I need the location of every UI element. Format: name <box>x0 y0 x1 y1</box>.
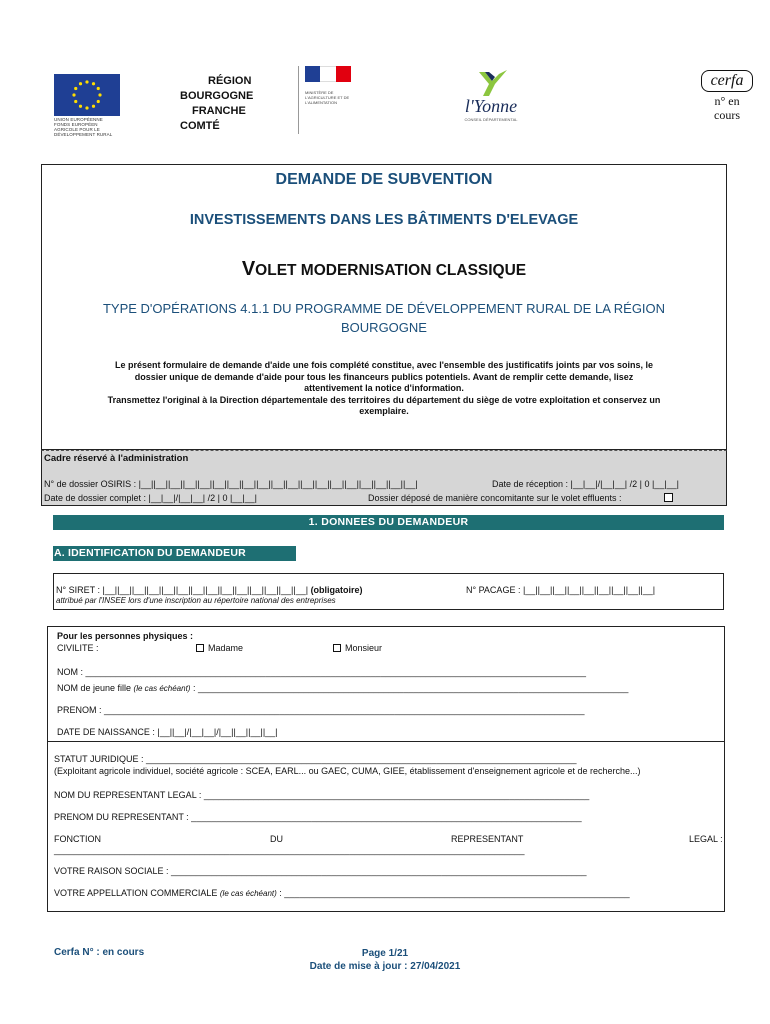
nom-field[interactable]: NOM : ____________________________________________________________________________________________________ <box>57 667 587 677</box>
monsieur-label: Monsieur <box>345 643 383 653</box>
region-line-3: FRANCHE <box>192 105 246 117</box>
civilite-label: CIVILITE : <box>57 643 99 653</box>
statut-field[interactable]: STATUT JURIDIQUE : ______________________________________________________________________________________ <box>54 754 577 764</box>
siret-obligatoire: (obligatoire) <box>310 585 363 595</box>
operation-type-line2: BOURGOGNE <box>341 320 427 335</box>
volet-rest: OLET MODERNISATION CLASSIQUE <box>255 262 527 279</box>
eu-star <box>74 100 77 103</box>
operation-type <box>41 299 727 337</box>
nom-jeune-fille-field[interactable] <box>57 683 628 693</box>
nom-jf-label: NOM de jeune fille <box>57 683 134 693</box>
volet-initial: V <box>241 258 256 280</box>
eu-star <box>92 105 95 108</box>
appellation-label: VOTRE APPELLATION COMMERCIALE <box>54 888 220 898</box>
complete-date-field[interactable]: Date de dossier complet : |__|__|/|__|__| /2 | 0 |__|__| <box>44 493 258 503</box>
intro-line-4: Transmettez l'original à la Direction départementale des territoires du département du siège de votre exploitation et conservez un <box>107 394 661 405</box>
fonction-word-4: LEGAL : <box>689 834 723 844</box>
nom-jf-line: : ______________________________________________________________________________________ <box>190 683 629 693</box>
birth-date-field[interactable]: DATE DE NAISSANCE : |__||__|/|__|__|/|__||__||__||__| <box>57 727 278 737</box>
yonne-caption: CONSEIL DÉPARTEMENTAL <box>464 117 518 122</box>
fonction-word-1: FONCTION <box>54 834 101 844</box>
cerfa-logo <box>699 70 755 122</box>
nom-jf-note: (le cas échéant) <box>133 684 191 693</box>
footer-cerfa: Cerfa N° : en cours <box>54 947 145 958</box>
intro-line-5: exemplaire. <box>359 406 409 416</box>
eu-star <box>79 82 82 85</box>
statut-note: (Exploitant agricole individuel, société agricole : SCEA, EARL... ou GAEC, CUMA, GIEE, établissement d'enseignement agricole et de recherche...) <box>54 766 641 776</box>
siret-label: N° SIRET : |__||__||__||__||__||__||__||__||__||__||__||__||__||__| <box>56 585 311 595</box>
region-line-1: RÉGION <box>208 75 252 87</box>
region-line-2: BOURGOGNE <box>180 90 254 102</box>
eu-star <box>85 106 88 109</box>
appellation-note: (le cas échéant) <box>219 889 277 898</box>
reception-date-field[interactable]: Date de réception : |__|__|/|__|__| /2 | 0 |__|__| <box>492 479 680 489</box>
marianne-icon <box>305 66 351 82</box>
eu-star <box>92 82 95 85</box>
form-subtitle: INVESTISSEMENTS DANS LES BÂTIMENTS D'ELEVAGE <box>189 212 579 228</box>
eu-star <box>72 93 75 96</box>
intro-line-1: Le présent formulaire de demande d'aide une fois complété constitue, avec l'ensemble des justificatifs joints par vos soins, le <box>115 360 653 370</box>
eu-star <box>79 105 82 108</box>
yonne-logo <box>456 70 526 122</box>
yonne-y-icon <box>471 70 511 98</box>
eu-star <box>97 100 100 103</box>
siret-note: attribué par l'INSEE lors d'une inscription au répertoire national des entreprises <box>56 596 336 605</box>
region-logo <box>178 74 268 134</box>
pacage-field[interactable]: N° PACAGE : |__||__||__||__||__||__||__||__||__| <box>466 585 656 595</box>
eu-flag-icon <box>54 74 120 116</box>
intro-line-3: attentivement la notice d'information. <box>304 383 464 393</box>
fonction-field[interactable]: ______________________________________________________________________________________________ <box>54 845 525 855</box>
cerfa-number-line2: cours <box>714 108 740 122</box>
state-logo <box>298 66 358 134</box>
osiris-field[interactable]: N° de dossier OSIRIS : |__||__||__||__||__||__||__||__||__||__||__||__||__||__||__||__||__||__||__| <box>44 479 418 489</box>
eu-star <box>85 80 88 83</box>
section-1-bar: 1. DONNEES DU DEMANDEUR <box>53 515 724 530</box>
yonne-name: l'Yonne <box>464 96 518 116</box>
raison-sociale-field[interactable]: VOTRE RAISON SOCIALE : ___________________________________________________________________________________ <box>54 866 587 876</box>
intro-text <box>44 360 724 418</box>
eu-caption: UNION EUROPÉENNE FONDS EUROPÉEN AGRICOLE POUR LE DÉVELOPPEMENT RURAL <box>54 117 113 137</box>
effluents-label: Dossier déposé de manière concomitante sur le volet effluents : <box>368 493 622 503</box>
effluents-checkbox[interactable] <box>664 493 673 502</box>
fonction-word-3: REPRESENTANT <box>451 834 524 844</box>
intro-line-2: dossier unique de demande d'aide pour tous les financeurs publics potentiels. Avant de remplir cette demande, lisez <box>134 371 634 382</box>
cerfa-mark: cerfa <box>701 70 753 92</box>
fonction-word-2: DU <box>270 834 283 844</box>
state-caption: MINISTÈRE DE L'AGRICULTURE ET DE L'ALIMENTATION <box>305 90 350 105</box>
eu-star <box>97 87 100 90</box>
eu-star <box>74 87 77 90</box>
eu-logo <box>54 74 120 137</box>
prenom-field[interactable]: PRENOM : ________________________________________________________________________________________________ <box>57 705 585 715</box>
form-title: DEMANDE DE SUBVENTION <box>275 171 493 188</box>
rep-nom-field[interactable]: NOM DU REPRESENTANT LEGAL : _____________________________________________________________________________ <box>54 790 590 800</box>
madame-checkbox[interactable] <box>196 644 204 652</box>
persons-heading: Pour les personnes physiques : <box>57 631 194 641</box>
operation-type-line1: TYPE D'OPÉRATIONS 4.1.1 DU PROGRAMME DE DÉVELOPPEMENT RURAL DE LA RÉGION <box>102 301 666 316</box>
form-volet-title <box>41 258 727 281</box>
page-number: Page 1/21 <box>361 948 409 959</box>
eu-star <box>98 93 101 96</box>
region-line-4: COMTÉ <box>180 120 220 132</box>
monsieur-checkbox[interactable] <box>333 644 341 652</box>
rep-prenom-field[interactable]: PRENOM DU REPRESENTANT : ______________________________________________________________________________ <box>54 812 582 822</box>
appellation-line: : _____________________________________________________________________ <box>276 888 630 898</box>
siret-field[interactable] <box>56 585 363 595</box>
cerfa-number-line1: n° en <box>714 94 740 108</box>
update-date: Date de mise à jour : 27/04/2021 <box>309 961 461 972</box>
section-a-bar: A. IDENTIFICATION DU DEMANDEUR <box>53 546 296 561</box>
appellation-field[interactable] <box>54 888 630 898</box>
admin-title: Cadre réservé à l'administration <box>44 453 189 464</box>
madame-label: Madame <box>208 643 244 653</box>
footer-center <box>260 947 510 973</box>
